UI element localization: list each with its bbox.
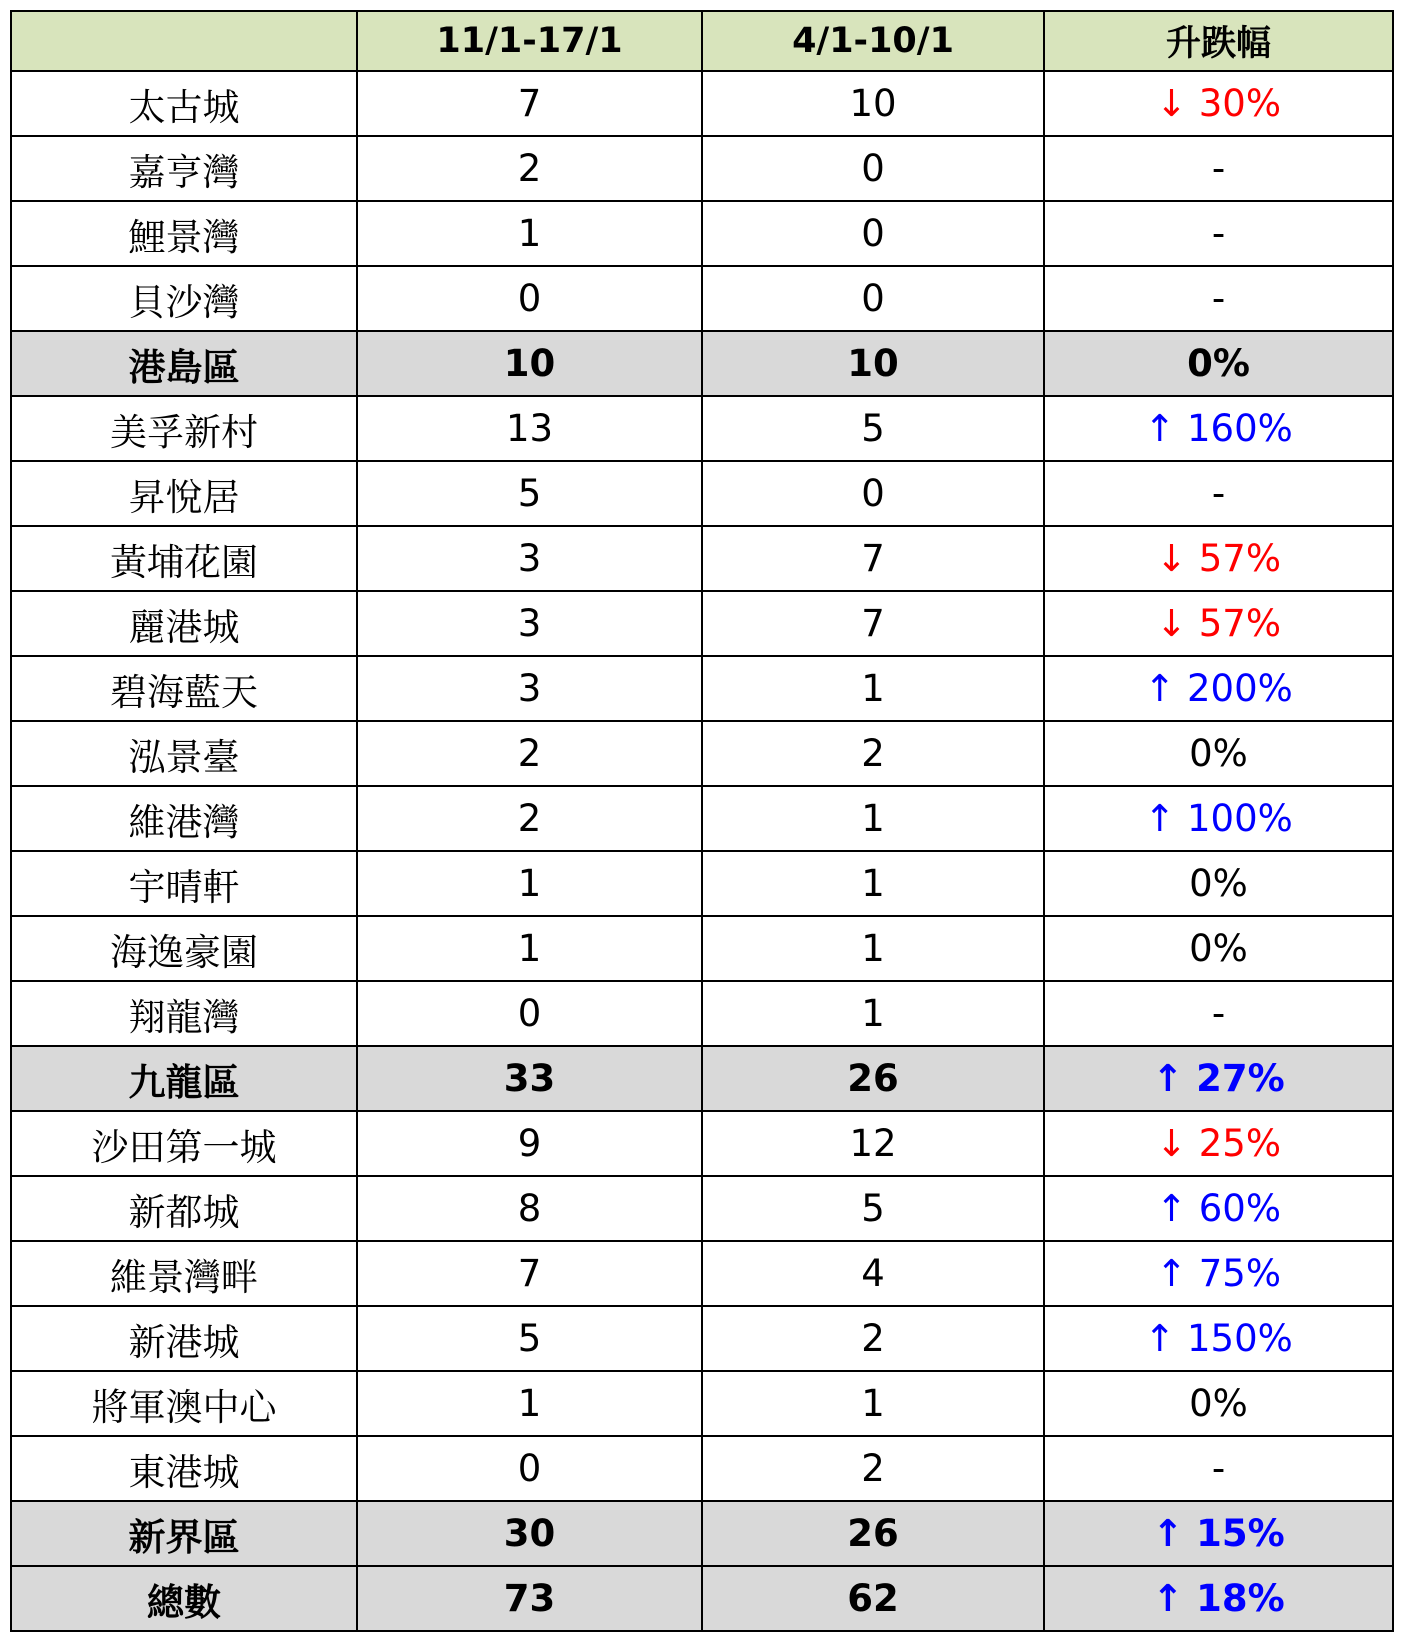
current-week-cell: 1 [357,851,702,916]
change-cell: ↓ 57% [1044,526,1393,591]
previous-week-cell: 0 [702,136,1044,201]
estate-name-cell: 昇悅居 [11,461,357,526]
summary-row [11,1566,1393,1631]
current-week-cell: 8 [357,1176,702,1241]
table-row [11,591,1393,656]
previous-week-cell: 1 [702,1371,1044,1436]
estate-name-cell: 嘉亨灣 [11,136,357,201]
current-week-cell: 33 [357,1046,702,1111]
current-week-cell: 2 [357,721,702,786]
estate-name-cell: 太古城 [11,71,357,136]
table-row [11,461,1393,526]
table-row [11,396,1393,461]
previous-week-cell: 0 [702,201,1044,266]
previous-week-cell: 62 [702,1566,1044,1631]
header-week-previous-cell: 4/1-10/1 [702,11,1044,71]
estate-name-cell: 東港城 [11,1436,357,1501]
current-week-cell: 3 [357,526,702,591]
table-row [11,721,1393,786]
summary-row [11,1046,1393,1111]
previous-week-cell: 2 [702,721,1044,786]
change-cell: - [1044,201,1393,266]
change-cell: 0% [1044,331,1393,396]
previous-week-cell: 4 [702,1241,1044,1306]
table-row [11,916,1393,981]
current-week-cell: 3 [357,591,702,656]
estate-name-cell: 黃埔花園 [11,526,357,591]
current-week-cell: 0 [357,981,702,1046]
summary-row [11,1501,1393,1566]
table-row [11,981,1393,1046]
change-cell: ↓ 25% [1044,1111,1393,1176]
estate-name-cell: 九龍區 [11,1046,357,1111]
current-week-cell: 73 [357,1566,702,1631]
table-row [11,786,1393,851]
previous-week-cell: 1 [702,851,1044,916]
current-week-cell: 0 [357,266,702,331]
current-week-cell: 1 [357,916,702,981]
current-week-cell: 7 [357,71,702,136]
change-cell: - [1044,1436,1393,1501]
change-cell: ↑ 150% [1044,1306,1393,1371]
estate-name-cell: 鯉景灣 [11,201,357,266]
change-cell: ↑ 18% [1044,1566,1393,1631]
previous-week-cell: 5 [702,396,1044,461]
table-row [11,526,1393,591]
header-change-cell: 升跌幅 [1044,11,1393,71]
table-body [11,71,1393,1631]
change-cell: ↑ 160% [1044,396,1393,461]
previous-week-cell: 2 [702,1306,1044,1371]
previous-week-cell: 1 [702,786,1044,851]
estate-name-cell: 碧海藍天 [11,656,357,721]
previous-week-cell: 0 [702,266,1044,331]
change-cell: - [1044,266,1393,331]
table-row [11,1306,1393,1371]
previous-week-cell: 12 [702,1111,1044,1176]
current-week-cell: 1 [357,1371,702,1436]
current-week-cell: 13 [357,396,702,461]
current-week-cell: 1 [357,201,702,266]
previous-week-cell: 1 [702,981,1044,1046]
change-cell: - [1044,981,1393,1046]
current-week-cell: 5 [357,1306,702,1371]
change-cell: 0% [1044,721,1393,786]
table-row [11,1371,1393,1436]
previous-week-cell: 1 [702,656,1044,721]
estate-name-cell: 貝沙灣 [11,266,357,331]
estate-name-cell: 維港灣 [11,786,357,851]
change-cell: ↓ 30% [1044,71,1393,136]
change-cell: ↑ 15% [1044,1501,1393,1566]
estate-name-cell: 沙田第一城 [11,1111,357,1176]
header-week-current-cell: 11/1-17/1 [357,11,702,71]
previous-week-cell: 26 [702,1501,1044,1566]
previous-week-cell: 7 [702,526,1044,591]
current-week-cell: 10 [357,331,702,396]
estate-name-cell: 美孚新村 [11,396,357,461]
header-estate-cell [11,11,357,71]
estate-name-cell: 港島區 [11,331,357,396]
estate-name-cell: 翔龍灣 [11,981,357,1046]
current-week-cell: 9 [357,1111,702,1176]
estate-name-cell: 宇晴軒 [11,851,357,916]
table-row [11,71,1393,136]
previous-week-cell: 2 [702,1436,1044,1501]
estate-name-cell: 麗港城 [11,591,357,656]
table-row [11,136,1393,201]
table-row [11,266,1393,331]
change-cell: ↑ 200% [1044,656,1393,721]
previous-week-cell: 10 [702,331,1044,396]
estate-name-cell: 海逸豪園 [11,916,357,981]
change-cell: ↑ 75% [1044,1241,1393,1306]
change-cell: - [1044,461,1393,526]
change-cell: ↑ 27% [1044,1046,1393,1111]
table-row [11,1176,1393,1241]
current-week-cell: 7 [357,1241,702,1306]
estate-name-cell: 維景灣畔 [11,1241,357,1306]
change-cell: 0% [1044,851,1393,916]
estate-name-cell: 泓景臺 [11,721,357,786]
summary-row [11,331,1393,396]
estate-name-cell: 總數 [11,1566,357,1631]
current-week-cell: 3 [357,656,702,721]
change-cell: ↓ 57% [1044,591,1393,656]
current-week-cell: 0 [357,1436,702,1501]
table-row [11,1436,1393,1501]
change-cell: 0% [1044,916,1393,981]
table-row [11,1111,1393,1176]
change-cell: - [1044,136,1393,201]
previous-week-cell: 5 [702,1176,1044,1241]
previous-week-cell: 26 [702,1046,1044,1111]
current-week-cell: 5 [357,461,702,526]
change-cell: 0% [1044,1371,1393,1436]
current-week-cell: 2 [357,786,702,851]
previous-week-cell: 7 [702,591,1044,656]
table-row [11,1241,1393,1306]
estate-name-cell: 新界區 [11,1501,357,1566]
table-row [11,201,1393,266]
transactions-table [10,10,1394,1632]
estate-name-cell: 將軍澳中心 [11,1371,357,1436]
header-row [11,11,1393,71]
table-row [11,851,1393,916]
current-week-cell: 2 [357,136,702,201]
table-row [11,656,1393,721]
previous-week-cell: 1 [702,916,1044,981]
estate-name-cell: 新都城 [11,1176,357,1241]
previous-week-cell: 10 [702,71,1044,136]
change-cell: ↑ 60% [1044,1176,1393,1241]
change-cell: ↑ 100% [1044,786,1393,851]
previous-week-cell: 0 [702,461,1044,526]
estate-name-cell: 新港城 [11,1306,357,1371]
current-week-cell: 30 [357,1501,702,1566]
